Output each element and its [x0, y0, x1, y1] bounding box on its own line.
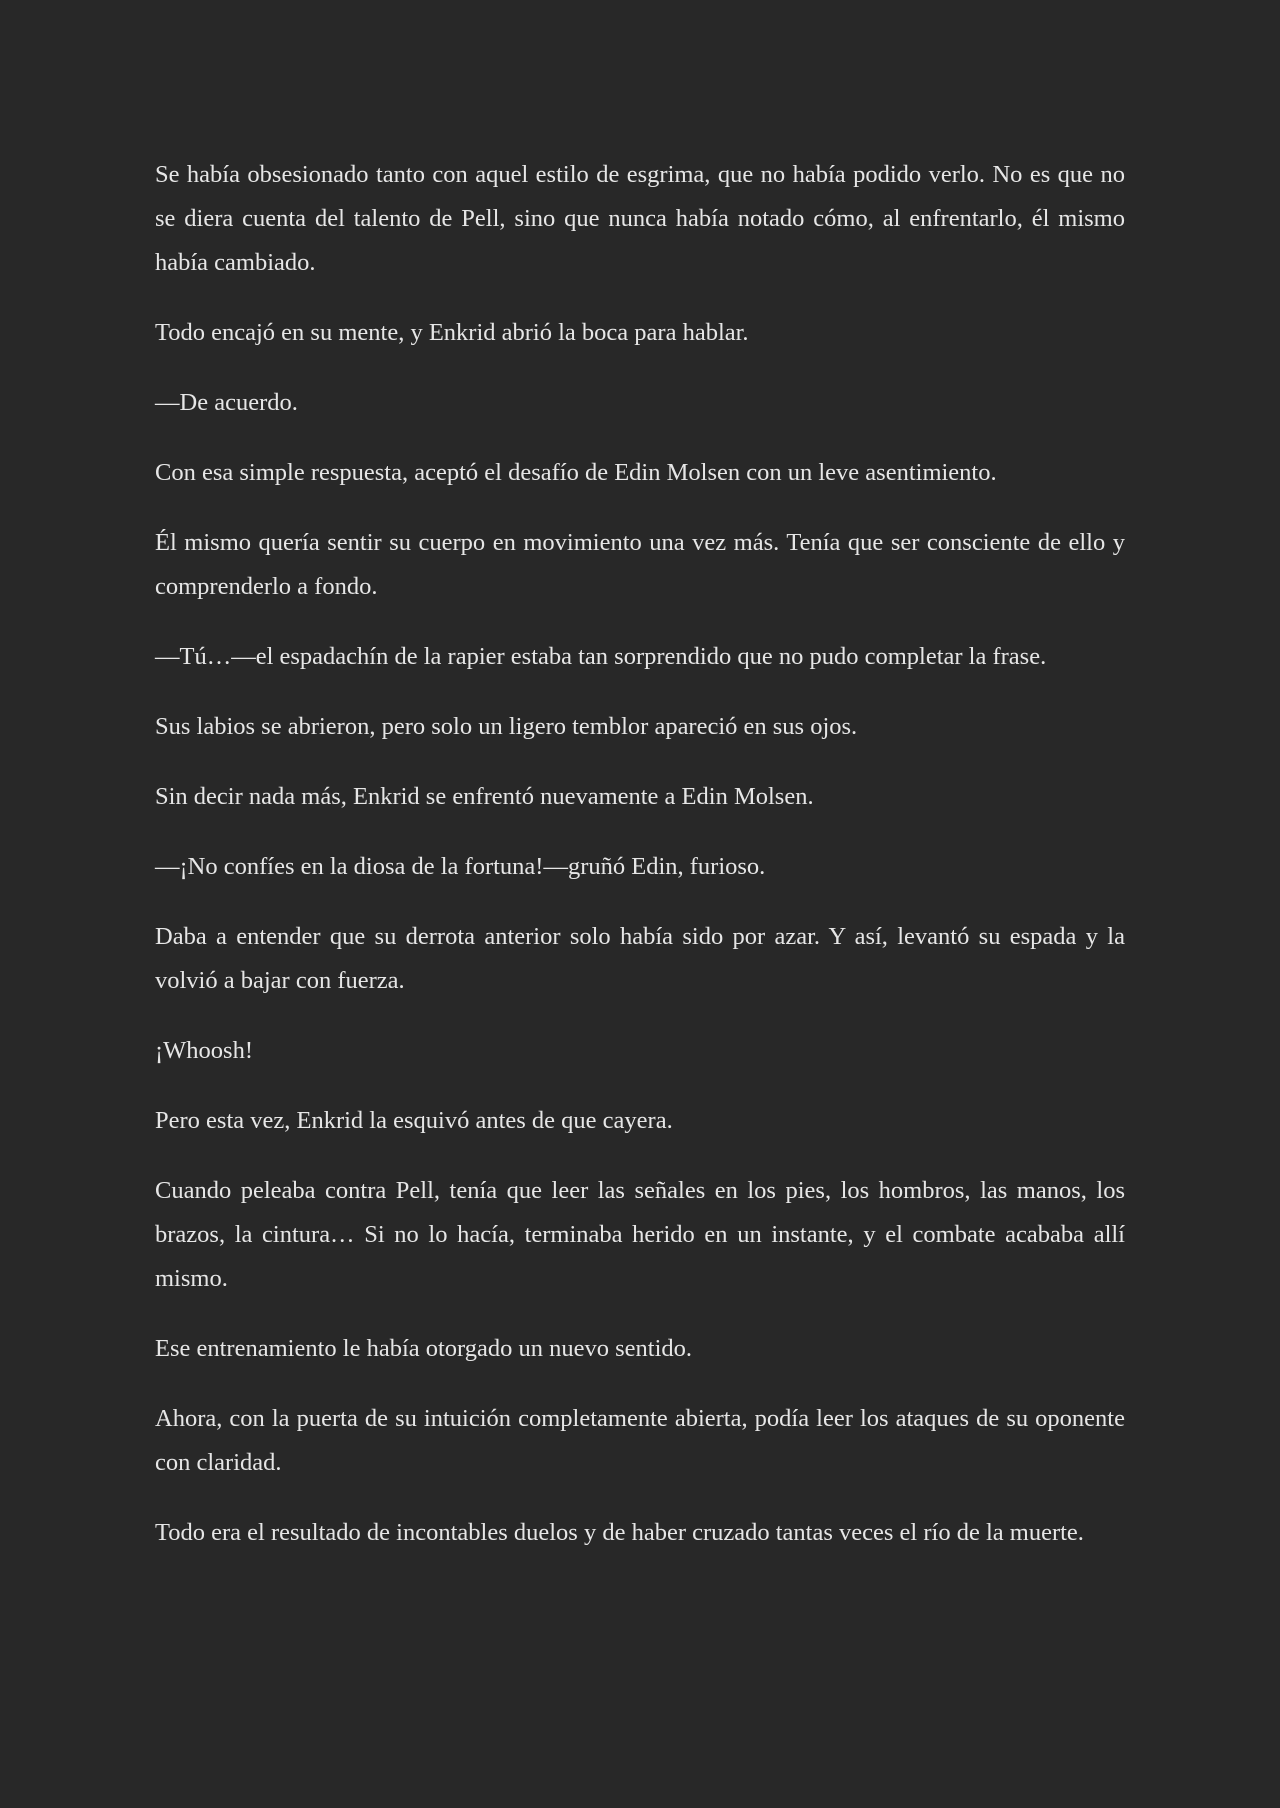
paragraph: Sus labios se abrieron, pero solo un ligero temblor apareció en sus ojos. [155, 713, 858, 740]
paragraph: —Tú…—el espadachín de la rapier estaba tan sorprendido que no pudo completar la frase. [155, 643, 1047, 670]
paragraph: Todo encajó en su mente, y Enkrid abrió la boca para hablar. [155, 319, 749, 346]
paragraph: Sin decir nada más, Enkrid se enfrentó nuevamente a Edin Molsen. [155, 783, 814, 810]
chapter-text [155, 153, 1125, 1555]
paragraph: Él mismo quería sentir su cuerpo en movimiento una vez más. Tenía que ser consciente de ello y comprenderlo a fondo. [155, 529, 1125, 600]
paragraph: Daba a entender que su derrota anterior solo había sido por azar. Y así, levantó su espada y la volvió a bajar con fuerza. [155, 923, 1125, 994]
paragraph: Pero esta vez, Enkrid la esquivó antes de que cayera. [155, 1107, 673, 1134]
paragraph: Todo era el resultado de incontables duelos y de haber cruzado tantas veces el río de la muerte. [155, 1519, 1084, 1546]
paragraph: ¡Whoosh! [155, 1037, 253, 1064]
paragraph: Cuando peleaba contra Pell, tenía que leer las señales en los pies, los hombros, las manos, los brazos, la cintura… Si no lo hacía, terminaba herido en un instante, y el combate acababa allí mismo. [155, 1177, 1125, 1292]
paragraph: Se había obsesionado tanto con aquel estilo de esgrima, que no había podido verlo. No es que no se diera cuenta del talento de Pell, sino que nunca había notado cómo, al enfrentarlo, él mismo había cambiado. [155, 161, 1125, 276]
paragraph: —De acuerdo. [155, 389, 298, 416]
paragraph: Ese entrenamiento le había otorgado un nuevo sentido. [155, 1335, 693, 1362]
paragraph: Con esa simple respuesta, aceptó el desafío de Edin Molsen con un leve asentimiento. [155, 459, 997, 486]
paragraph: Ahora, con la puerta de su intuición completamente abierta, podía leer los ataques de su oponente con claridad. [155, 1405, 1125, 1476]
paragraph: —¡No confíes en la diosa de la fortuna!—gruñó Edin, furioso. [155, 853, 766, 880]
